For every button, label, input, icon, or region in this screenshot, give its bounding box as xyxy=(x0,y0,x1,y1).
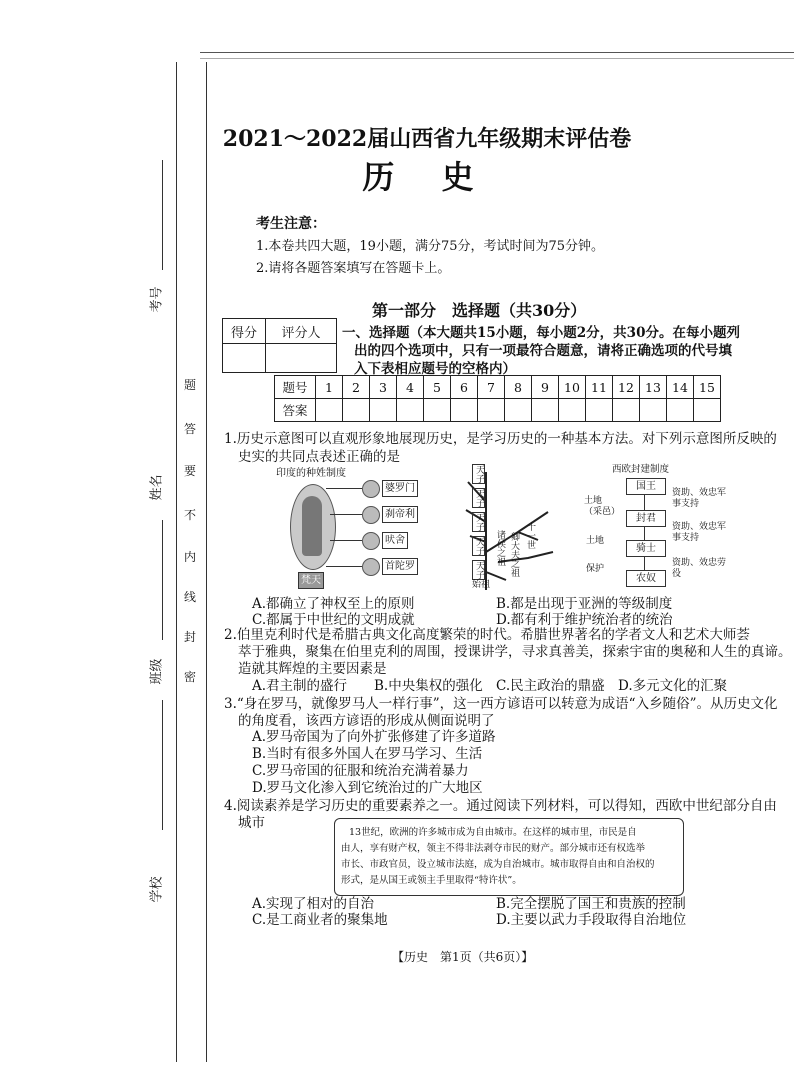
answer-cell[interactable] xyxy=(532,399,559,422)
q4-option-d[interactable]: D.主要以武力手段取得自治地位 xyxy=(496,912,687,928)
caste-label-vaishya: 吠舍 xyxy=(382,532,408,549)
caste-connector xyxy=(326,488,362,489)
answer-number: 1 xyxy=(316,376,343,399)
seal-char-8: 题 xyxy=(184,378,197,392)
q1-option-d[interactable]: D.都有利于维护统治者的统治 xyxy=(496,612,673,628)
q4-stem-1: 4.阅读素养是学习历史的重要素养之一。通过阅读下列材料，可以得知，西欧中世纪部分自由 xyxy=(224,798,777,814)
answer-number: 7 xyxy=(478,376,505,399)
caste-circle xyxy=(362,506,380,524)
caste-circle xyxy=(362,480,380,498)
feudal-left-1: 土地（采邑） xyxy=(584,496,621,517)
q2-option-b[interactable]: B.中央集权的强化 xyxy=(374,678,483,694)
feudal-level-serf: 农奴 xyxy=(626,570,666,587)
side-banji: 班级 xyxy=(149,658,165,685)
answer-number: 9 xyxy=(532,376,559,399)
zongfa-tree-figure xyxy=(458,462,568,590)
seal-char-2: 封 xyxy=(184,630,197,644)
answer-number: 14 xyxy=(667,376,694,399)
tree-label-qingdafu: 卿大夫之祖 xyxy=(509,532,519,577)
feudal-right-1: 资助、效忠军事支持 xyxy=(672,488,727,509)
score-table xyxy=(222,318,337,373)
answer-cell[interactable] xyxy=(316,399,343,422)
seal-char-6: 要 xyxy=(184,464,197,478)
q2-option-a[interactable]: A.君主制的盛行 xyxy=(252,678,348,694)
caste-connector xyxy=(330,514,362,515)
answer-cell[interactable] xyxy=(424,399,451,422)
feudal-title: 西欧封建制度 xyxy=(612,464,670,475)
q4-material-line-4: 形式，是从国王或领主手里取得“特许状”。 xyxy=(341,875,522,886)
answer-number: 12 xyxy=(613,376,640,399)
margin-line-outer xyxy=(176,62,177,1062)
answer-table-row-label: 答案 xyxy=(275,399,316,422)
answer-cell[interactable] xyxy=(559,399,586,422)
side-kaohao: 考号 xyxy=(149,286,165,313)
answer-number: 15 xyxy=(694,376,721,399)
caste-circle xyxy=(362,532,380,550)
q3-option-a[interactable]: A.罗马帝国为了向外扩张修建了许多道路 xyxy=(252,729,496,745)
tree-label-tianzi: 天子 xyxy=(474,489,484,507)
tree-label-tianzi: 天子 xyxy=(474,513,484,531)
answer-number: 4 xyxy=(397,376,424,399)
answer-number: 11 xyxy=(586,376,613,399)
q3-stem-1: 3.“身在罗马，就像罗马人一样行事”，这一西方谚语可以转意为成语“入乡随俗”。从历史文化 xyxy=(224,696,778,712)
feudal-level-lord: 封君 xyxy=(626,510,666,527)
q1-option-c[interactable]: C.都属于中世纪的文明成就 xyxy=(252,612,415,628)
answer-cell[interactable] xyxy=(640,399,667,422)
grader-cell[interactable] xyxy=(266,344,337,373)
q4-option-a[interactable]: A.实现了相对的自治 xyxy=(252,896,375,912)
brahma-figure-icon xyxy=(302,496,322,556)
seal-char-1: 密 xyxy=(184,670,197,684)
feudal-arrow xyxy=(644,494,645,510)
answer-number: 5 xyxy=(424,376,451,399)
seal-char-4: 内 xyxy=(184,550,197,564)
notice-heading: 考生注意： xyxy=(256,216,326,232)
answer-table-header-label: 题号 xyxy=(275,376,316,399)
q2-stem-2: 萃于雅典，聚集在伯里克利的周围，授课讲学，寻求真善美，探索宇宙的奥秘和人生的真谛。 xyxy=(238,644,792,660)
q4-material-line-1: 13世纪，欧洲的许多城市成为自由城市。在这样的城市里，市民是自 xyxy=(349,827,637,838)
caste-label-brahmin: 婆罗门 xyxy=(382,480,418,497)
q4-stem-2: 城市 xyxy=(238,815,265,831)
q3-option-b[interactable]: B.当时有很多外国人在罗马学习、生活 xyxy=(252,746,483,762)
answer-number: 2 xyxy=(343,376,370,399)
tree-label-shizu: 始祖 xyxy=(472,580,491,590)
part1-instructions-1: 一、选择题（本大题共15小题，每小题2分，共30分。在每小题列 xyxy=(342,325,740,341)
q4-material-line-2: 由人，享有财产权，领主不得非法剥夺市民的财产。部分城市还有权选举 xyxy=(341,843,646,854)
q4-material-box xyxy=(334,818,684,896)
q2-stem-1: 2.伯里克利时代是希腊古典文化高度繁荣的时代。希腊世界著名的学者文人和艺术大师荟 xyxy=(224,627,750,643)
feudal-arrow xyxy=(644,526,645,540)
seal-char-5: 不 xyxy=(184,508,197,522)
subject-title: 历 史 xyxy=(362,158,492,196)
side-xuexiao: 学校 xyxy=(149,876,165,903)
notice-item-2: 2.请将各题答案填写在答题卡上。 xyxy=(256,261,451,276)
caste-label-kshatriya: 刹帝利 xyxy=(382,506,418,523)
answer-cell[interactable] xyxy=(451,399,478,422)
tree-label-generation: 十一世 xyxy=(525,522,535,549)
part1-instructions-3: 入下表相应题号的空格内） xyxy=(354,361,516,377)
tree-label-tianzi: 天子 xyxy=(474,537,484,555)
part1-instructions-2: 出的四个选项中，只有一项最符合题意，请将正确选项的代号填 xyxy=(354,343,732,359)
feudal-right-2: 资助、效忠军事支持 xyxy=(672,522,727,543)
seal-char-3: 线 xyxy=(184,590,197,604)
side-xingming: 姓名 xyxy=(149,474,165,501)
answer-cell[interactable] xyxy=(586,399,613,422)
q1-stem-2: 史实的共同点表述正确的是 xyxy=(238,449,400,465)
score-cell[interactable] xyxy=(223,344,266,373)
exam-title: 2021～2022届山西省九年级期末评估卷 xyxy=(222,126,632,152)
caste-connector xyxy=(330,540,362,541)
score-header-pingfenren: 评分人 xyxy=(266,319,337,344)
feudal-level-king: 国王 xyxy=(626,478,666,495)
feudal-level-knight: 骑士 xyxy=(626,540,666,557)
answer-cell[interactable] xyxy=(613,399,640,422)
caste-figure xyxy=(270,466,420,590)
q4-option-b[interactable]: B.完全摆脱了国王和贵族的控制 xyxy=(496,896,686,912)
feudal-left-3: 保护 xyxy=(586,564,605,574)
q3-option-d[interactable]: D.罗马文化渗入到它统治过的广大地区 xyxy=(252,780,483,796)
answer-number: 10 xyxy=(559,376,586,399)
answer-cell[interactable] xyxy=(397,399,424,422)
q3-option-c[interactable]: C.罗马帝国的征服和统治充满着暴力 xyxy=(252,763,469,779)
q2-stem-3: 造就其辉煌的主要因素是 xyxy=(238,661,387,677)
q2-option-d[interactable]: D.多元文化的汇聚 xyxy=(618,678,728,694)
caste-circle xyxy=(362,558,380,576)
feudal-right-3: 资助、效忠劳役 xyxy=(672,558,727,579)
feudal-figure xyxy=(584,462,734,590)
answer-cell[interactable] xyxy=(370,399,397,422)
answer-cell[interactable] xyxy=(694,399,721,422)
answer-number: 3 xyxy=(370,376,397,399)
caste-label-brahma: 梵天 xyxy=(298,572,324,589)
page-footer: 【历史 第1页（共6页）】 xyxy=(392,950,534,964)
banji-blank xyxy=(162,700,163,830)
q4-material-line-3: 市长、市政官员，设立城市法庭，成为自治城市。城市取得自由和自治权的 xyxy=(341,859,655,870)
feudal-left-2: 土地 xyxy=(586,536,605,546)
notice-item-1: 1.本卷共四大题，19小题，满分75分，考试时间为75分钟。 xyxy=(256,239,605,254)
caste-connector xyxy=(326,566,362,567)
q2-option-c[interactable]: C.民主政治的鼎盛 xyxy=(496,678,605,694)
caste-figure-title: 印度的种姓制度 xyxy=(276,468,346,479)
q1-stem-1: 1.历史示意图可以直观形象地展现历史，是学习历史的一种基本方法。对下列示意图所反映的 xyxy=(224,431,777,447)
tree-label-tianzi: 天子 xyxy=(474,561,484,579)
caste-label-shudra: 首陀罗 xyxy=(382,558,418,575)
answer-cell[interactable] xyxy=(343,399,370,422)
xingming-blank xyxy=(162,520,163,640)
q3-stem-2: 的角度看，该西方谚语的形成从侧面说明了 xyxy=(238,713,495,729)
tree-label-tianzi: 天子 xyxy=(474,465,484,483)
feudal-arrow xyxy=(644,556,645,570)
answer-number: 8 xyxy=(505,376,532,399)
margin-line-inner xyxy=(206,62,207,1062)
q1-option-a[interactable]: A.都确立了神权至上的原则 xyxy=(252,596,415,612)
answer-table xyxy=(274,375,721,422)
answer-number: 13 xyxy=(640,376,667,399)
answer-cell[interactable] xyxy=(667,399,694,422)
top-rule-2 xyxy=(200,58,794,59)
tree-label-zhuhou: 诸侯之祖 xyxy=(495,530,505,566)
answer-number: 6 xyxy=(451,376,478,399)
part1-title: 第一部分 选择题（共30分） xyxy=(372,301,587,320)
q4-option-c[interactable]: C.是工商业者的聚集地 xyxy=(252,912,388,928)
q1-option-b[interactable]: B.都是出现于亚洲的等级制度 xyxy=(496,596,673,612)
seal-char-7: 答 xyxy=(184,422,197,436)
score-header-defen: 得分 xyxy=(223,319,266,344)
answer-cell[interactable] xyxy=(505,399,532,422)
answer-cell[interactable] xyxy=(478,399,505,422)
top-rule xyxy=(200,52,794,53)
